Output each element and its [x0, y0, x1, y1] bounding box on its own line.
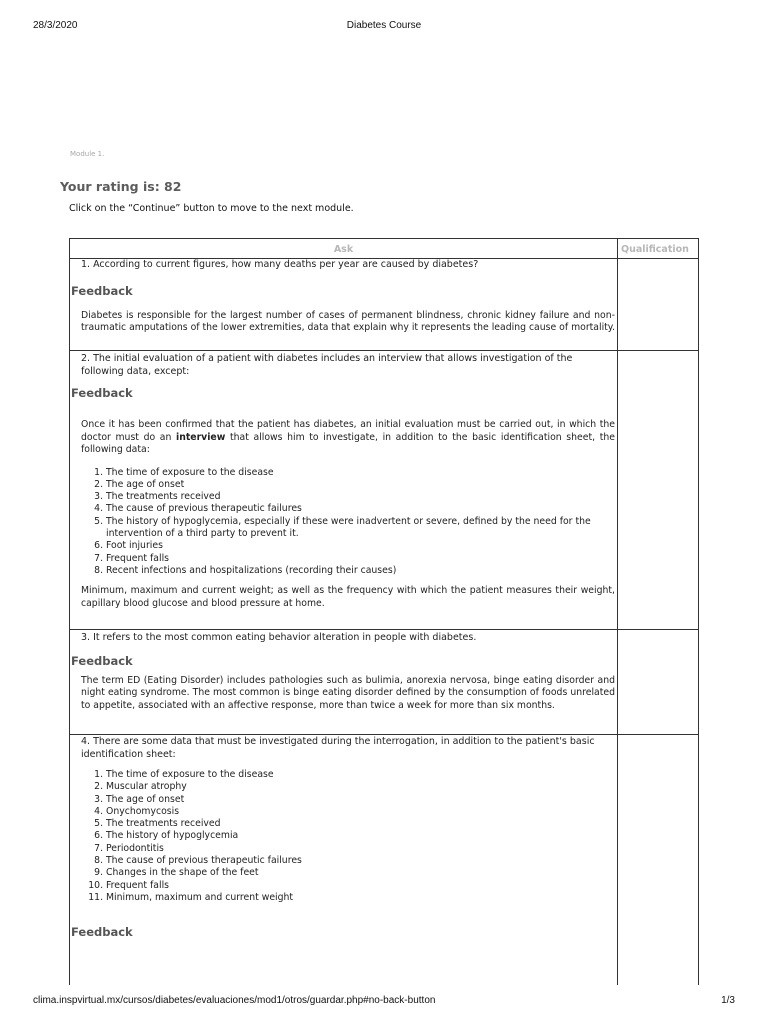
page-number: 1/3	[721, 995, 735, 1006]
feedback-text-part: Once it has been confirmed that the patient has diabetes, an initial evaluation must be carried out, in which the doctor must do an	[81, 419, 615, 443]
list-item: 2. The age of onset	[106, 479, 615, 491]
list-item: 4. The cause of previous therapeutic failures	[106, 503, 615, 515]
question-row-2	[70, 353, 698, 630]
question-list	[70, 769, 617, 904]
question-text: 4. There are some data that must be investigated during the interrogation, in addition to the patient's basic identification sheet:	[81, 736, 595, 760]
list-item: 7. Periodontitis	[106, 843, 615, 855]
list-item: 7. Frequent falls	[106, 553, 615, 565]
list-item: 5. The history of hypoglycemia, especially if these were inadvertent or severe, defined by the need for the intervention of a third party to prevent it.	[106, 516, 615, 541]
list-item: 9. Changes in the shape of the feet	[106, 867, 615, 879]
list-item: 3. The age of onset	[106, 794, 615, 806]
print-title: Diabetes Course	[346, 20, 422, 31]
instruction-text: Click on the “Continue” button to move to the next module.	[69, 203, 354, 214]
list-item: 11. Minimum, maximum and current weight	[106, 892, 615, 904]
list-item: 3. The treatments received	[106, 491, 615, 503]
list-item: 4. Onychomycosis	[106, 806, 615, 818]
list-item: 2. Muscular atrophy	[106, 781, 615, 793]
print-footer	[0, 995, 768, 1009]
module-label: Module 1.	[70, 150, 105, 158]
list-item: 1. The time of exposure to the disease	[106, 467, 615, 479]
question-text: 3. It refers to the most common eating behavior alteration in people with diabetes.	[81, 632, 477, 643]
feedback-heading: Feedback	[71, 283, 133, 298]
ask-cell	[70, 632, 617, 716]
question-row-3	[70, 632, 698, 735]
list-item: 8. The cause of previous therapeutic failures	[106, 855, 615, 867]
ask-cell	[70, 353, 617, 614]
feedback-text	[70, 419, 617, 457]
list-item: 10. Frequent falls	[106, 880, 615, 892]
feedback-list	[70, 467, 617, 578]
results-table	[69, 238, 699, 985]
column-header-ask: Ask	[333, 244, 354, 255]
question-text: 2. The initial evaluation of a patient with diabetes includes an interview that allows investigation of the following data, except:	[81, 353, 573, 377]
question-row-4	[70, 736, 698, 985]
column-header-qualification: Qualification	[621, 244, 689, 255]
feedback-heading: Feedback	[71, 925, 133, 940]
rating-heading: Your rating is: 82	[60, 179, 182, 194]
feedback-text: Diabetes is responsible for the largest number of cases of permanent blindness, chronic kidney failure and non-traumatic amputations of the lower extremities, data that explain why it represents the leading cause of mortality.	[81, 309, 615, 333]
feedback-text-bold: interview	[176, 431, 226, 443]
list-item: 6. The history of hypoglycemia	[106, 830, 615, 842]
feedback-heading: Feedback	[71, 386, 133, 400]
ask-cell	[70, 259, 617, 339]
list-item: 8. Recent infections and hospitalizations (recording their causes)	[106, 565, 615, 577]
question-row-1	[70, 259, 698, 351]
list-item: 1. The time of exposure to the disease	[106, 769, 615, 781]
ask-cell	[70, 736, 617, 943]
print-header	[0, 20, 768, 34]
feedback-text-part: that allows him to investigate, in addition to the basic identification sheet, the following data:	[81, 431, 615, 455]
feedback-heading: Feedback	[71, 653, 133, 668]
table-header	[70, 239, 698, 259]
page-url: clima.inspvirtual.mx/cursos/diabetes/evaluaciones/mod1/otros/guardar.php#no-back-button	[33, 995, 436, 1006]
list-item: 6. Foot injuries	[106, 540, 615, 552]
feedback-text: Minimum, maximum and current weight; as well as the frequency with which the patient measures their weight, capillary blood glucose and blood pressure at home.	[81, 585, 615, 609]
print-date: 28/3/2020	[33, 20, 78, 31]
question-text: 1. According to current figures, how many deaths per year are caused by diabetes?	[81, 259, 479, 270]
list-item: 5. The treatments received	[106, 818, 615, 830]
feedback-text: The term ED (Eating Disorder) includes pathologies such as bulimia, anorexia nervosa, binge eating disorder and night eating syndrome. The most common is binge eating disorder defined by the consumption of foods unrelated to appetite, associated with an affective response, more than twice a week for more than six months.	[81, 674, 615, 711]
